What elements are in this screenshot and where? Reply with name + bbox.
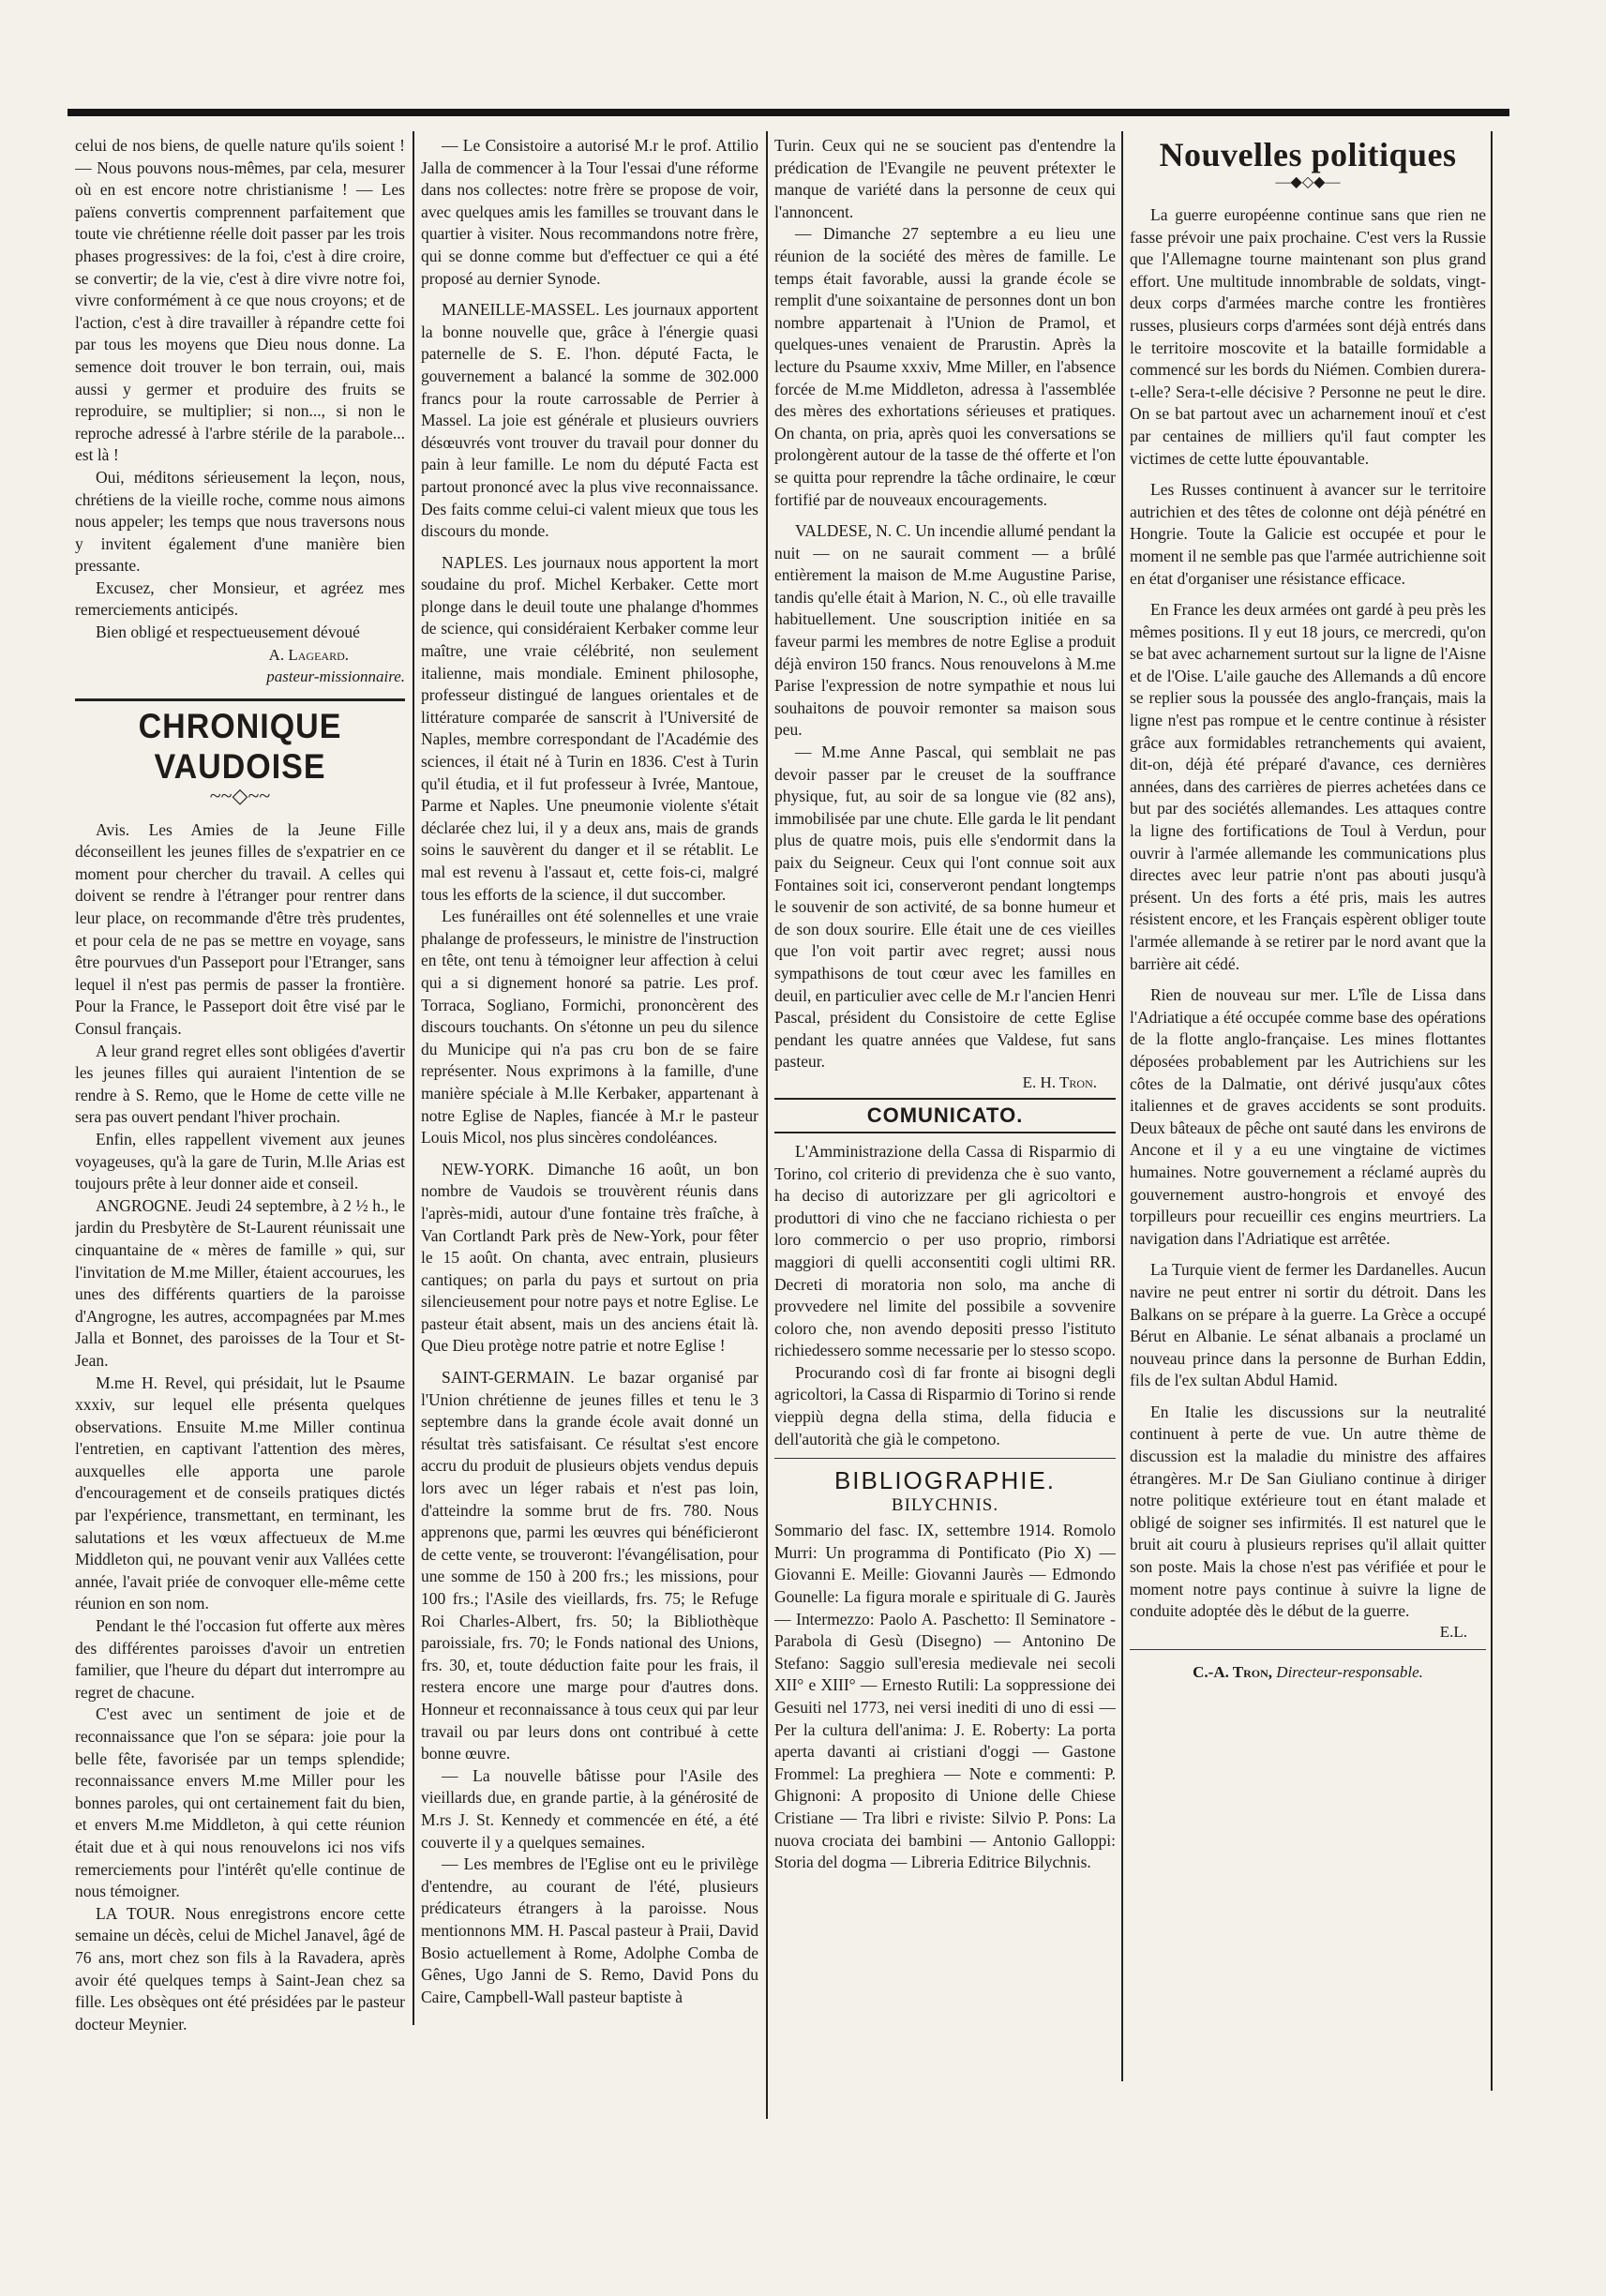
news-signature: E.L.	[1439, 1622, 1467, 1641]
signature-name: A. Lageard.	[268, 645, 349, 664]
column-divider-3	[1121, 131, 1123, 2081]
news-paragraph: La guerre européenne continue sans que rien ne fasse prévoir une paix prochaine. C'est vers la Russie que l'Allemagne tourne maintenant son plus grand effort. Une multitude innombrable de soldats, vingt-deux corps d'armées marche contre les frontières russes, plusieurs corps d'armées sont déjà entrés dans le territoire moscovite et la bataille formidable a commencé sur les bords du Niémen. Combien durera-t-elle? Sera-t-elle décisive ? Personne ne peut le dire. On se bat partout avec un acharnement inouï et c'est par centaines de milliers qu'il faut compter les victimes de cette lutte épouvantable.	[1130, 205, 1486, 468]
article-paragraph: C'est avec un sentiment de joie et de reconnaissance que l'on se sépara: joie pour la belle fête, favorisée par un temps splendide; reconnaissance envers M.me Miller pour les bonnes paroles, qui ont certainement fait du bien, et envers M.me Middleton, à qui cette réunion était due et à qui nous renouvelons ici nos vifs remerciements pour l'intérêt qu'elle continue de nous témoigner.	[75, 1704, 405, 1901]
chronique-title: CHRONIQUE VAUDOISE	[138, 706, 342, 787]
nouvelles-ornament: —◆◇◆—	[1275, 174, 1341, 190]
comunicato-paragraph: Procurando così di far fronte ai bisogni degli agricoltori, la Cassa di Risparmio di Torino si rende vieppiù degna della stima, della fiducia e dell'autorità che già le competono.	[774, 1362, 1116, 1448]
section-rule	[75, 698, 405, 701]
column-divider-2	[766, 131, 768, 2119]
article-saint-germain: SAINT-GERMAIN. Le bazar organisé par l'Union chrétienne de jeunes filles et tenu le 3 septembre dans la grande école avait donné un résultat très satisfaisant. Ce résultat s'est encore accru du produit de plusieurs objets vendus depuis lors avec un léger rabais et n'est pas loin, d'atteindre la somme brut de frs. 780. Nous apprenons que, parmi les œuvres qui bénéficieront de cette vente, se trouveront: l'évangélisation, pour une somme de 150 à 200 frs.; les missions, pour 100 frs.; l'Asile des vieillards, frs. 75; le Refuge Roi Charles-Albert, frs. 50; la Bibliothèque paroissiale, frs. 70; le Fonds national des Unions, frs. 30, et, toute déduction faite pour les frais, il restera encore une marge pour d'autres dons. Honneur et reconnaissance à tous ceux qui par leur travail ou par leurs dons ont contribué à cette bonne œuvre.	[421, 1368, 758, 1763]
comunicato-title: COMUNICATO.	[774, 1098, 1116, 1133]
signature-title: pasteur-missionnaire.	[266, 667, 405, 685]
top-rule	[68, 109, 1509, 116]
news-paragraph: En France les deux armées ont gardé à peu près les mêmes positions. Il y eut 18 jours, ce mercredi, qu'on se bat avec acharnement surtout sur la ligne de l'Aisne et de l'Oise. L'aile gauche des Allemands a dû encore se replier sous la poussée des anglo-français, mais la ligne n'est pas rompue et le centre continue à résister grâce aux formidables retranchements qui avaient, dit-on, déjà été préparé d'avance, ces dernières années, dans des carrières de pierres achetées dans ce but par des sociétés allemandes. Les attaques contre la ligne des fortifications de Toul à Verdun, pour ouvrir à l'armée allemande les communications plus directes avec leur patrie n'ont pas abouti jusqu'à présent. Un des forts a été pris, mais les autres résistent encore, et les Français espèrent obliger toute l'armée allemande à se retirer par le nord avant que la barrière ait cédé.	[1130, 600, 1486, 973]
column-1	[75, 135, 405, 2188]
article-naples: NAPLES. Les journaux nous apportent la mort soudaine du prof. Michel Kerbaker. Cette mort plonge dans le deuil toute une phalange d'hommes de science, qui considéraient Kerbaker comme leur maître, une vraie célébrité, non seulement italienne, mais mondiale. Eminent philosophe, professeur distingué de langues orientales et de littérature comparée de sanscrit à l'Université de Naples, membre correspondant de l'Académie des sciences, il était né à Turin en 1836. C'est à Turin qu'il étudia, et il fut professeur à Ivrée, Mantoue, Parme et Naples. Une pneumonie violente s'était déclarée chez lui, il y a deux ans, mais de grands soins le sauvèrent du danger et il se rétablit. Le mal est revenu à l'assaut et, cette fois-ci, malgré tous les efforts de la science, il dut succomber.	[421, 552, 758, 904]
letter-paragraph: Excusez, cher Monsieur, et agréez mes remerciements anticipés.	[75, 578, 405, 620]
article-maneille-massel: MANEILLE-MASSEL. Les journaux apportent la bonne nouvelle que, grâce à l'énergie quasi paternelle de S. E. l'hon. député Facta, le gouvernement a balancé la somme de 302.000 francs pour la route carrossable de Perrier à Massel. La joie est générale et plusieurs ouvriers désœuvrés vont trouver du travail pour donner du pain à leur famille. Le nom du député Facta est partout prononcé avec la plus vive reconnaissance. Des faits comme celui-ci valent mieux que tous les discours du monde.	[421, 300, 758, 541]
article-consistoire: — Le Consistoire a autorisé M.r le prof. Attilio Jalla de commencer à la Tour l'essai d'une réforme dans nos collectes: notre frère se propose de voir, avec quelques amis les familles se trouvant dans le quartier à visiter. Nous recommandons notre frère, qui se donne comme but d'effectuer ce qui a été proposé au dernier Synode.	[421, 136, 758, 288]
bibliographie-title: BIBLIOGRAPHIE.	[833, 1466, 1057, 1495]
article-paragraph: Enfin, elles rappellent vivement aux jeunes voyageuses, qu'à la gare de Turin, M.lle Arias est toujours prête à leur donner aide et conseil.	[75, 1129, 405, 1193]
news-paragraph: La Turquie vient de fermer les Dardanelles. Aucun navire ne peut entrer ni sortir du détroit. Dans les Balkans on se prépare à la guerre. La Grèce a occupé Bérut en Albanie. Le sénat albanais a proclamé un nouveau prince dans la personne de Burhan Eddin, fils de l'ex sultan Abdul Hamid.	[1130, 1260, 1486, 1390]
letter-paragraph: Bien obligé et respectueusement dévoué	[96, 623, 360, 642]
news-paragraph: Rien de nouveau sur mer. L'île de Lissa dans l'Adriatique a été occupée comme base des opérations de la flotte anglo-française. Les mines flottantes déposées probablement par les Autrichiens sur les côtes de la Dalmatie, ont dérivé jusqu'aux côtes italiennes et de graves accidents se sont produits. Deux bâteaux de pêche ont sauté dans les environs de Ancone et il y a eu une vingtaine de victimes humaines. Notre gouvernement a réclamé auprès du gouvernement austro-hongrois et envoyé des torpilleurs pour recueillir ces engins meurtriers. La navigation dans l'Adriatique est arrêtée.	[1130, 985, 1486, 1248]
article-paragraph: A leur grand regret elles sont obligées d'avertir les jeunes filles qui auraient l'intention de se rendre à S. Remo, que le Home de cette ville ne sera pas ouvert pendant l'hiver prochain.	[75, 1041, 405, 1127]
letter-signature	[75, 644, 405, 687]
column-2	[421, 135, 758, 2151]
footer-rule	[1130, 1649, 1486, 1650]
article-signature: E. H. Tron.	[1022, 1073, 1097, 1091]
footer-credit	[1130, 1663, 1486, 1682]
article-valdese: VALDESE, N. C. Un incendie allumé pendant la nuit — on ne saurait comment — a brûlé entièrement la maison de M.me Augustine Parise, tandis qu'elle était à Marion, N. C., où elle travaille habituellement. Une souscription initiée en sa faveur parmi les membres de notre Eglise a produit déjà environ 150 francs. Nous renouvelons à M.me Parise l'expression de notre sympathie et nous lui souhaitons de pouvoir remonter sa maison sous peu.	[774, 521, 1116, 740]
letter-paragraph: celui de nos biens, de quelle nature qu'ils soient ! — Nous pouvons nous-mêmes, par cela, mesurer où en est encore notre christianisme ! — Les païens convertis comprennent parfaitement que toute vie chrétienne réelle doit passer par les trois phases progressives: de la foi, c'est à dire croire, se convertir; de la vie, c'est à dire vivre notre foi, vivre conformément à ce que nous croyons; et de l'action, c'est à dire travailler à répandre cette foi par tous les moyens que Dieu nous donne. La semence doit trouver le bon terrain, oui, mais aussi y germer et produire des fruits se reproduire, se multiplier; si non..., si non le reproche adressé à l'arbre stérile de la parabole... est là !	[75, 136, 405, 465]
article-new-york: NEW-YORK. Dimanche 16 août, un bon nombre de Vaudois se trouvèrent réunis dans l'après-midi, autour d'une fontaine très fraîche, à Van Cortlandt Park près de New-York, pour fêter le 15 août. On chanta, avec entrain, plusieurs cantiques; on parla du pays et surtout on pria silencieusement pour notre pays et notre Eglise. Le pasteur était absent, mais un des anciens était là. Que Dieu protège notre patrie et notre Eglise !	[421, 1159, 758, 1356]
article-paragraph: Les funérailles ont été solennelles et une vraie phalange de professeurs, le ministre de l'instruction en tête, ont tenu à témoigner leur affection à celui qui a si dignement honoré sa patrie. Les prof. Torraca, Sogliano, Formichi, prononcèrent des discours touchants. On s'étonne un peu du silence du Municipe qui n'a pas cru bon de se faire représenter. Nous exprimons à la famille, d'une manière spéciale à M.lle Kerbaker, appartenant à notre Eglise de Naples, fiancée à M.r le pasteur Louis Micol, nos plus sincères condoléances.	[421, 907, 758, 1148]
article-angrogne: ANGROGNE. Jeudi 24 septembre, à 2 ½ h., le jardin du Presbytère de St-Laurent réunissait une cinquantaine de « mères de famille » qui, sur l'invitation de M.me Miller, étaient accourues, les unes des différents quartiers de la paroisse d'Angrogne, les autres, accompagnées par M.mes Jalla et Bonnet, des paroisses de la Tour et St-Jean.	[75, 1195, 405, 1370]
news-paragraph: Les Russes continuent à avancer sur le territoire autrichien et des têtes de colonne ont déjà pénétré en Hongrie. Toute la Galicie est occupée et pour le moment il ne semble pas que l'armée autrichienne soit en état d'organiser une résistance efficace.	[1130, 480, 1486, 588]
letter-paragraph: Oui, méditons sérieusement la leçon, nous, chrétiens de la vieille roche, comme nous aimons nous appeler; les temps que nous traversons nous y invitent également d'une manière bien pressante.	[75, 467, 405, 576]
article-la-tour: LA TOUR. Nous enregistrons encore cette semaine un décès, celui de Michel Janavel, âgé de 76 ans, mort chez son fils à la Ravadera, après avoir été quelques temps à Saint-Jean chez sa fille. Les obsèques ont été présidées par le pasteur docteur Meynier.	[75, 1903, 405, 2033]
news-paragraph: En Italie les discussions sur la neutralité continuent à perte de vue. Un autre thème de discussion est la maladie du ministre des affaires étrangères. M.r De San Giuliano continue à diriger notre politique extérieure tout en étant malade et obligé de soigner ses infirmités. Il est naturel que le bruit ait couru à plusieurs reprises qu'il allait quitter son poste. Mais la chose n'est pas vérifiée et pour le moment notre pays continue à suivre la ligne de conduite adoptée dès le début de la guerre.	[1130, 1402, 1486, 1621]
article-paragraph: — M.me Anne Pascal, qui semblait ne pas devoir passer par le creuset de la souffrance physique, fut, au soir de sa longue vie (82 ans), immobilisée par une chute. Elle garda le lit pendant plus de quatre mois, puis elle s'endormit dans la paix du Seigneur. Ceux qui l'ont connue soit aux Fontaines soit ici, conserveront pendant longtemps le souvenir de son activité, de sa bonne humeur et de son doux sourire. Elle était une de ces vieilles que l'on voit partir avec regret; aussi nous sympathisons de tout cœur avec les familles en deuil, en particulier avec celle de M.r l'ancien Henri Pascal, président du Consistoire de cette Eglise pendant les quatre années que Valdese, fut sans pasteur.	[774, 743, 1116, 1072]
article-paragraph: M.me H. Revel, qui présidait, lut le Psaume xxxiv, sur lequel elle présenta quelques observations. Ensuite M.me Miller continua l'entretien, en captivant l'attention des mères, auxquelles elle apporta une parole d'encouragement et de conseils pratiques dictés par l'expérience, transmettant, en terminant, les salutations et les vœux affectueux de M.me Middleton qui, ne pouvant venir aux Vallées cette année, l'avait priée de convoquer elle-même cette réunion en son nom.	[75, 1373, 405, 1613]
bibliographie-subtitle: BILYCHNIS.	[891, 1495, 999, 1516]
article-avis: Avis. Les Amies de la Jeune Fille déconseillent les jeunes filles de s'expatrier en ce moment pour chercher du travail. A celles qui doivent se rendre à l'étranger pour rentrer dans leur place, on recommande d'être très prudentes, et pour cela de ne pas se mettre en voyage, sans être pourvues d'un Passeport pour l'Etranger, sans lequel il n'est pas permis de passer la frontière. Pour la France, le Passeport doit être visé par le Consul français.	[75, 819, 405, 1038]
section-rule	[774, 1458, 1116, 1459]
bibliographie-paragraph: Sommario del fasc. IX, settembre 1914. Romolo Murri: Un programma di Pontificato (Pio X) — Giovanni E. Meille: Giovanni Jaurès — Edmondo Gounelle: La figura morale e spirituale di G. Jaurès — Intermezzo: Paolo A. Paschetto: Il Seminatore - Parabola di Gesù (Disegno) — Antonino De Stefano: Saggio sull'eresia medievale nei secoli XII° e XIII° — Ernesto Rutili: La soppressione dei Gesuiti nel 1773, nei versi inediti di uno di essi — Per la cultura dell'anima: J. E. Roberty: La porta aperta davanti ai cristiani d'oggi — Gastone Frommel: La preghiera — Note e commenti: P. Ghignoni: A proposito di Unione delle Chiese Cristiane — Tra libri e riviste: Silvio P. Pons: La nuova crociata dei bambini — Antonio Galloppi: Storia del dogma — Libreria Editrice Bilychnis.	[774, 1521, 1116, 1872]
column-divider-4	[1491, 131, 1493, 2091]
comunicato-paragraph: L'Amministrazione della Cassa di Risparmio di Torino, col criterio di previdenza che è suo vanto, ha deciso di autorizzare per gli agricoltori e produttori di vino che ne facciano richiesta o per loro commercio o per uso proprio, rimborsi maggiori di quelli acconsentiti cogli ultimi RR. Decreti di moratoria non solo, ma anche di provvedere nel limite del possibile a sovvenire coloro che, non avendo depositi presso l'istituto richiedessero somme necessarie per lo stesso scopo.	[774, 1141, 1116, 1360]
chronique-ornament: ~~◇~~	[209, 783, 271, 807]
article-paragraph: — Dimanche 27 septembre a eu lieu une réunion de la société des mères de famille. Le temps était favorable, aussi la grande école se remplit d'une soixantaine de personnes dont un bon nombre appartenait à l'Union de Pramol, et quelques-unes venaient de Prarustin. Après la lecture du Psaume xxxiv, Mme Miller, en l'absence forcée de M.me Middleton, adressa à l'assemblée des mères des exhortations sérieuses et pratiques. On chanta, on pria, après quoi les conversations se prolongèrent autour de la tasse de thé offerte et l'on se quitta pour reprendre la tâche ordinaire, le cœur fortifié par de nouveaux encouragements.	[774, 224, 1116, 509]
article-paragraph: — La nouvelle bâtisse pour l'Asile des vieillards due, en grande partie, à la générosité de M.rs J. St. Kennedy et commencée en été, a été couverte il y a quelques semaines.	[421, 1765, 758, 1852]
column-4	[1130, 135, 1486, 2188]
column-divider-1	[413, 131, 414, 2025]
article-paragraph: Turin. Ceux qui ne se soucient pas d'entendre la prédication de l'Evangile ne peuvent prétexter le manque de variété dans la personne de ceux qui l'annoncent.	[774, 136, 1116, 221]
column-3	[774, 135, 1116, 2151]
nouvelles-politiques-title: Nouvelles politiques	[1159, 136, 1457, 173]
article-paragraph: Pendant le thé l'occasion fut offerte aux mères des différentes paroisses d'avoir un entretien familier, que l'heure du départ dut interrompre au regret de chacune.	[75, 1616, 405, 1702]
director-role: Directeur-responsable.	[1276, 1662, 1423, 1681]
article-paragraph: — Les membres de l'Eglise ont eu le privilège d'entendre, au courant de l'été, plusieurs prédicateurs étrangers à la paroisse. Nous mentionnons MM. H. Pascal pasteur à Praii, David Bosio actuellement à Rome, Adolphe Comba de Gênes, Ugo Janni de S. Remo, David Pons du Caire, Campbell-Wall pasteur baptiste à	[421, 1854, 758, 2006]
director-name: C.-A. Tron,	[1193, 1662, 1273, 1681]
